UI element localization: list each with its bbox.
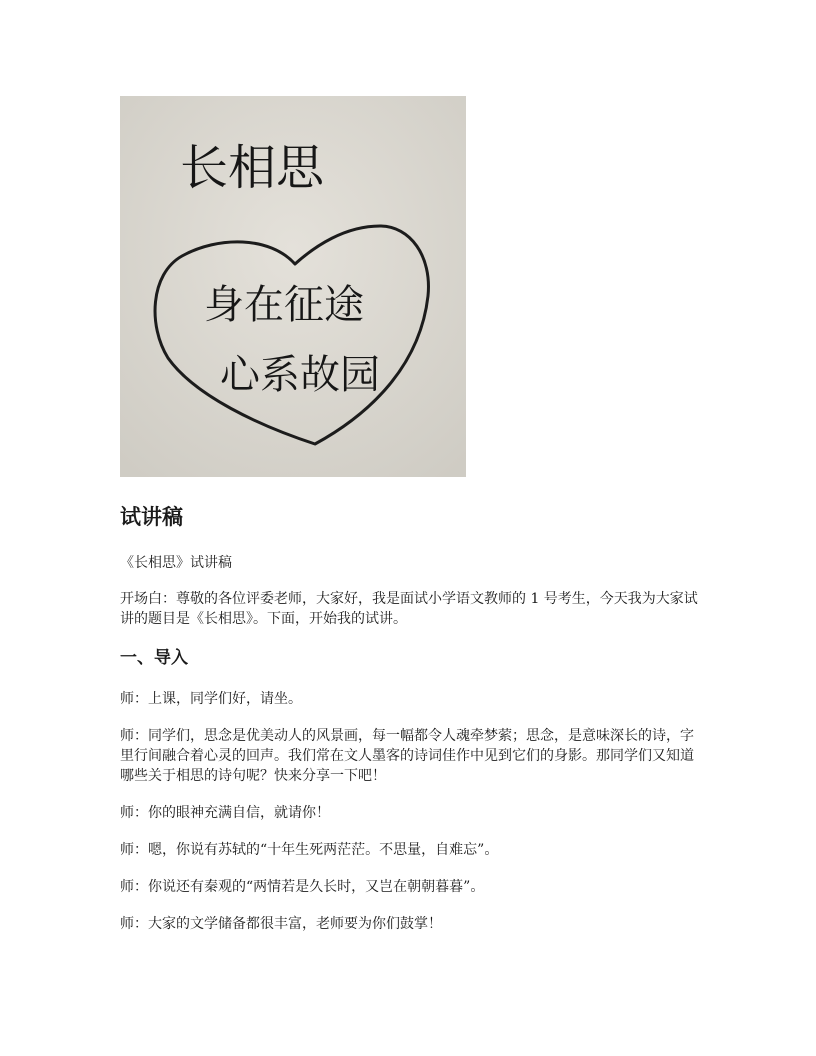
photo-title-text: 长相思 — [180, 140, 325, 196]
document-page — [120, 96, 700, 934]
section-heading: 一、导入 — [120, 648, 188, 668]
body-paragraph: 师：你的眼神充满自信，就请你！ — [120, 805, 330, 821]
opening-paragraph: 开场白：尊敬的各位评委老师，大家好，我是面试小学语文教师的 1 号考生，今天我为大家试讲的题目是《长相思》。下面，开始我的试讲。 — [120, 591, 698, 627]
body-paragraph: 师：你说还有秦观的“两情若是久长时，又岂在朝朝暮暮”。 — [120, 879, 485, 895]
photo-line1-text: 身在征途 — [204, 282, 364, 328]
document-title: 试讲稿 — [120, 505, 183, 529]
handwritten-card-image — [120, 96, 466, 477]
handwritten-card-drawing — [120, 96, 466, 477]
body-paragraph: 师：上课，同学们好，请坐。 — [120, 691, 302, 707]
body-paragraph: 师：同学们，思念是优美动人的风景画，每一幅都令人魂牵梦萦；思念，是意味深长的诗，字里行间融合着心灵的回声。我们常在文人墨客的诗词佳作中见到它们的身影。那同学们又知道哪些关于相思的诗句呢？快来分享一下吧！ — [120, 728, 694, 784]
body-paragraph: 师：嗯，你说有苏轼的“十年生死两茫茫。不思量，自难忘”。 — [120, 842, 499, 858]
document-subtitle: 《长相思》试讲稿 — [120, 555, 232, 571]
body-paragraph: 师：大家的文学储备都很丰富，老师要为你们鼓掌！ — [120, 916, 442, 932]
photo-line2-text: 心系故园 — [220, 352, 380, 398]
